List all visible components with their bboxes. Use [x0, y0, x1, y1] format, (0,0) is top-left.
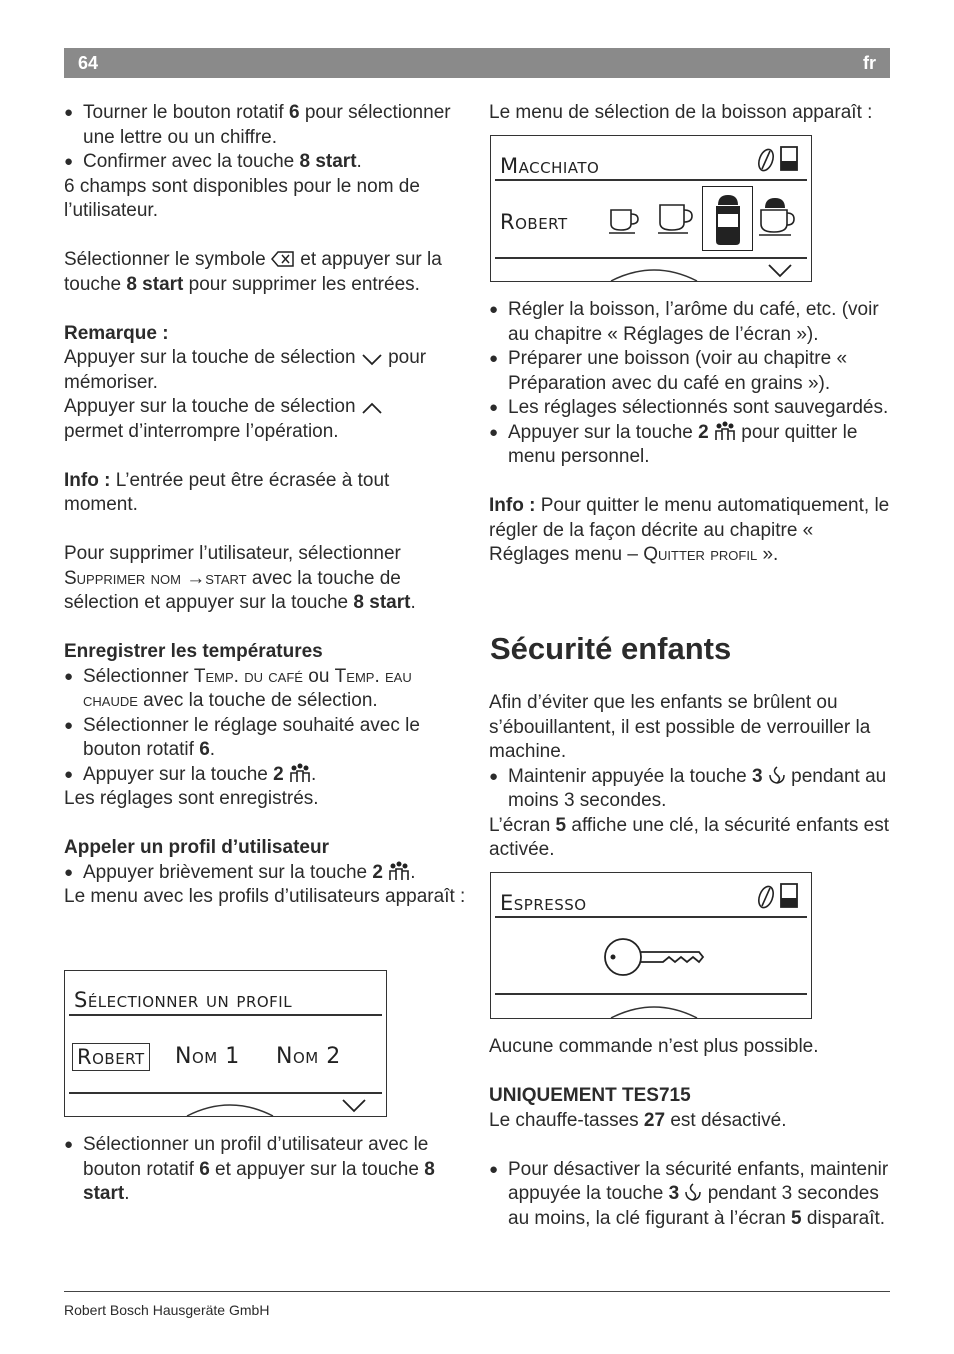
bullet-press-briefly: ● Appuyer brièvement sur la touche 2 .	[64, 861, 468, 886]
chevron-down-icon	[361, 352, 383, 366]
coffee-bean-icon	[757, 147, 775, 173]
bullet-press-key-2: ● Appuyer sur la touche 2 .	[64, 763, 468, 788]
lcd-drink-selection	[490, 135, 812, 282]
glass-icon	[778, 145, 800, 173]
lcd-bottom-arc	[609, 1004, 699, 1019]
lcd-profile-selection	[64, 970, 387, 1117]
fields-paragraph: 6 champs sont disponibles pour le nom de l’utilisateur.	[64, 175, 420, 221]
chevron-down-icon	[341, 1097, 367, 1113]
user-profile-icon	[289, 763, 311, 783]
selected-drink-box	[702, 186, 753, 251]
glass-icon	[778, 882, 800, 910]
bullet-select-temp: ● Sélectionner Temp. du café ou Temp. eau chaude avec la touche de sélection.	[64, 665, 468, 714]
profile-menu-paragraph: Le menu avec les profils d’utilisateurs apparaît :	[64, 886, 466, 907]
section-heading: Sécurité enfants	[490, 631, 732, 666]
info-quit-paragraph: Info : Pour quitter le menu automatiquement, le régler de la façon décrite au chapitre « Réglages menu – Quitter profil ».	[489, 495, 890, 565]
coffee-bean-icon	[757, 884, 775, 910]
right-column-top	[489, 101, 894, 126]
left-column-bottom	[64, 1133, 468, 1207]
right-column-bottom	[489, 1035, 894, 1231]
bullet-hold-key-3: ● Maintenir appuyée la touche 3 pendant au moins 3 secondes.	[489, 765, 894, 814]
remarque-line-2: Appuyer sur la touche de sélection permet d’interrompre l’opération.	[64, 395, 468, 444]
lcd-profile-nom2: Nom 2	[276, 1044, 341, 1069]
lcd-bottom-arc	[185, 1102, 275, 1117]
remarque-line-1: Appuyer sur la touche de sélection pour mémoriser.	[64, 347, 427, 393]
key-icon	[601, 935, 705, 979]
bullet-select-profile: ● Sélectionner un profil d’utilisateur avec le bouton rotatif 6 et appuyer sur la touche 8 start.	[64, 1133, 468, 1207]
lcd-bottom-arc	[609, 267, 699, 282]
left-column	[64, 101, 468, 910]
bullet-disable-lock: ● Pour désactiver la sécurité enfants, maintenir appuyée la touche 3 pendant 3 secondes au moins, la clé figurant à l’écran 5 disparaît.	[489, 1158, 894, 1232]
delete-symbol-paragraph: Sélectionner le symbole et appuyer sur la touche 8 start pour supprimer les entrées.	[64, 249, 442, 295]
right-column-child-lock	[489, 691, 894, 863]
lcd-title: Sélectionner un profil	[74, 988, 293, 1012]
lcd-profile-robert: Robert	[72, 1043, 150, 1071]
right-column-middle	[489, 298, 894, 568]
bullet-adjust-drink: ● Régler la boisson, l’arôme du café, etc. (voir au chapitre « Réglages de l’écran »).	[489, 298, 894, 347]
lcd-child-lock	[490, 872, 812, 1019]
cup-warmer-paragraph: Le chauffe-tasses 27 est désactivé.	[489, 1109, 787, 1131]
steam-icon	[768, 765, 786, 785]
bullet-select-setting: ● Sélectionner le réglage souhaité avec le bouton rotatif 6.	[64, 714, 468, 763]
latte-glass-icon	[712, 191, 744, 247]
footer-company: Robert Bosch Hausgeräte GmbH	[64, 1302, 270, 1318]
user-profile-icon	[714, 421, 736, 441]
settings-saved: Les réglages sont enregistrés.	[64, 788, 319, 809]
menu-intro: Le menu de sélection de la boisson apparaît :	[489, 102, 873, 123]
page-header-bar	[64, 48, 890, 78]
info-paragraph: Info : L’entrée peut être écrasée à tout moment.	[64, 469, 390, 515]
child-lock-intro: Afin d’éviter que les enfants se brûlent ou s’ébouillantent, il est possible de verrouiller la machine.	[489, 692, 871, 762]
cup-large-icon	[657, 202, 695, 236]
lcd-profile-nom1: Nom 1	[175, 1044, 240, 1069]
screen-key-paragraph: L’écran 5 affiche une clé, la sécurité enfants est activée.	[489, 814, 889, 860]
user-profile-icon	[388, 861, 410, 881]
no-command-paragraph: Aucune commande n’est plus possible.	[489, 1036, 819, 1057]
remarque-title: Remarque :	[64, 322, 169, 344]
arrow-right-icon: →	[186, 567, 206, 589]
cup-small-icon	[608, 206, 642, 236]
bullet-turn-knob: ● Tourner le bouton rotatif 6 pour sélectionner une lettre ou un chiffre.	[64, 101, 468, 150]
temperatures-title: Enregistrer les températures	[64, 641, 323, 662]
lcd-user-name: Robert	[500, 210, 568, 234]
lcd-lock-title: Espresso	[500, 891, 587, 915]
chevron-up-icon	[361, 401, 383, 415]
bullet-settings-saved: ● Les réglages sélectionnés sont sauvegardés.	[489, 396, 894, 421]
backspace-icon	[271, 250, 295, 268]
page-number: 64	[78, 53, 99, 73]
bullet-quit-menu: ● Appuyer sur la touche 2 pour quitter le menu personnel.	[489, 421, 894, 470]
tes715-title: UNIQUEMENT TES715	[489, 1085, 691, 1106]
language-code: fr	[863, 53, 876, 73]
cappuccino-cup-icon	[757, 194, 797, 238]
bullet-prepare-drink: ● Préparer une boisson (voir au chapitre « Préparation avec du café en grains »).	[489, 347, 894, 396]
lcd-drink-title: Macchiato	[500, 154, 600, 178]
footer-divider	[64, 1291, 890, 1292]
bullet-confirm: ● Confirmer avec la touche 8 start.	[64, 150, 468, 175]
profile-title: Appeler un profil d’utilisateur	[64, 837, 329, 858]
steam-icon	[684, 1182, 702, 1202]
chevron-down-icon	[767, 262, 793, 278]
delete-user-paragraph: Pour supprimer l’utilisateur, sélectionner Supprimer nom →start avec la touche de sélection et appuyer sur la touche 8 start.	[64, 543, 416, 613]
